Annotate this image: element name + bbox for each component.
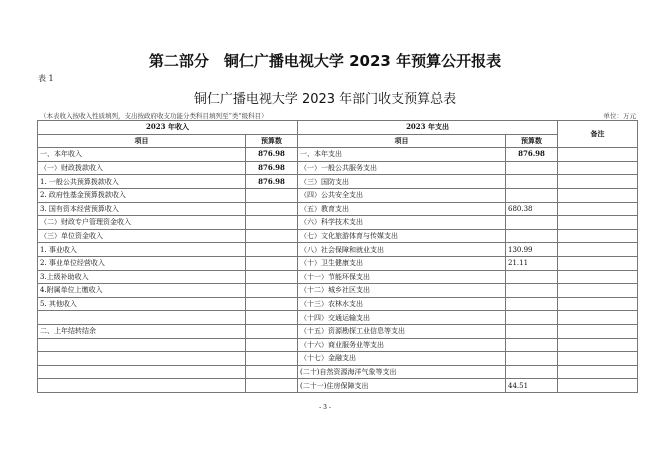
expense-item: （十六）商业服务业等支出 <box>298 338 506 352</box>
remark-cell <box>558 202 638 216</box>
income-amount: 876.98 <box>246 148 298 162</box>
income-item-header: 项目 <box>38 134 246 148</box>
expense-amount <box>506 229 558 243</box>
remark-cell <box>558 175 638 189</box>
remark-cell <box>558 379 638 393</box>
remark-cell <box>558 243 638 257</box>
table-label: 表 1 <box>38 74 54 83</box>
page-number: - 3 - <box>319 404 331 411</box>
income-amount <box>246 229 298 243</box>
expense-item: （十二）城乡社区支出 <box>298 284 506 298</box>
income-item: 4.附属单位上缴收入 <box>38 284 246 298</box>
income-item: 一、本年收入 <box>38 148 246 162</box>
income-amount <box>246 284 298 298</box>
expense-item: （一）一般公共服务支出 <box>298 161 506 175</box>
expense-amount <box>506 284 558 298</box>
expense-item: （十三）农林水支出 <box>298 297 506 311</box>
income-amount <box>246 297 298 311</box>
table-title: 铜仁广播电视大学 2023 年部门收支预算总表 <box>193 92 457 107</box>
remark-cell <box>558 338 638 352</box>
remark-cell <box>558 229 638 243</box>
expense-item: (二十)自然资源海洋气象等支出 <box>298 365 506 379</box>
table-row <box>38 338 638 352</box>
table-row <box>38 175 638 189</box>
income-amount <box>246 365 298 379</box>
table-row <box>38 270 638 284</box>
expense-amount <box>506 175 558 189</box>
expense-amount: 44.51 <box>506 379 558 393</box>
unit-label: 单位：万元 <box>603 112 636 120</box>
income-item: 1. 一般公共预算拨款收入 <box>38 175 246 189</box>
income-item: 二、上年结转结余 <box>38 324 246 338</box>
table-row <box>38 243 638 257</box>
expense-item: （四）公共安全支出 <box>298 188 506 202</box>
income-item: （一）财政拨款收入 <box>38 161 246 175</box>
expense-header: 2023 年支出 <box>298 121 558 135</box>
table-row <box>38 161 638 175</box>
expense-amount <box>506 297 558 311</box>
expense-item: 一、本年支出 <box>298 148 506 162</box>
table-row <box>38 284 638 298</box>
expense-amount <box>506 365 558 379</box>
expense-item: （十七）金融支出 <box>298 352 506 366</box>
remark-header: 备注 <box>558 121 638 148</box>
income-item: （二）财政专户管理资金收入 <box>38 216 246 230</box>
income-item <box>38 379 246 393</box>
expense-amount <box>506 352 558 366</box>
income-item: 3. 国有资本经营预算收入 <box>38 202 246 216</box>
expense-amount: 680.38 <box>506 202 558 216</box>
expense-amount-header: 预算数 <box>506 134 558 148</box>
expense-amount: 21.11 <box>506 256 558 270</box>
table-row <box>38 324 638 338</box>
remark-cell <box>558 148 638 162</box>
income-item <box>38 365 246 379</box>
expense-item: （七）文化旅游体育与传媒支出 <box>298 229 506 243</box>
income-item: 3.上级补助收入 <box>38 270 246 284</box>
remark-cell <box>558 284 638 298</box>
table-row <box>38 297 638 311</box>
income-amount-header: 预算数 <box>246 134 298 148</box>
income-amount <box>246 216 298 230</box>
table-row <box>38 148 638 162</box>
income-amount <box>246 379 298 393</box>
expense-item: (二十一)住房保障支出 <box>298 379 506 393</box>
remark-cell <box>558 161 638 175</box>
expense-item: （八）社会保障和就业支出 <box>298 243 506 257</box>
income-amount: 876.98 <box>246 175 298 189</box>
subheader-row <box>38 134 638 148</box>
table-row <box>38 365 638 379</box>
remark-cell <box>558 188 638 202</box>
expense-item: （六）科学技术支出 <box>298 216 506 230</box>
expense-amount <box>506 311 558 325</box>
remark-cell <box>558 270 638 284</box>
table-row <box>38 311 638 325</box>
page-title: 第二部分 铜仁广播电视大学 2023 年预算公开报表 <box>148 52 502 70</box>
income-amount <box>246 311 298 325</box>
expense-item: （十一）节能环保支出 <box>298 270 506 284</box>
income-amount: 876.98 <box>246 161 298 175</box>
expense-amount <box>506 324 558 338</box>
expense-amount <box>506 270 558 284</box>
table-row <box>38 202 638 216</box>
income-item: 2. 政府性基金预算拨款收入 <box>38 188 246 202</box>
table-row <box>38 188 638 202</box>
remark-cell <box>558 256 638 270</box>
expense-amount <box>506 216 558 230</box>
income-item: 1. 事业收入 <box>38 243 246 257</box>
expense-amount <box>506 161 558 175</box>
income-amount <box>246 256 298 270</box>
remark-cell <box>558 216 638 230</box>
expense-amount <box>506 338 558 352</box>
header-row <box>38 121 638 135</box>
income-amount <box>246 243 298 257</box>
income-item: 5. 其他收入 <box>38 297 246 311</box>
income-item <box>38 352 246 366</box>
remark-cell <box>558 365 638 379</box>
income-amount <box>246 324 298 338</box>
expense-amount <box>506 188 558 202</box>
income-item: 2. 事业单位经营收入 <box>38 256 246 270</box>
expense-item: （十四）交通运输支出 <box>298 311 506 325</box>
remark-cell <box>558 311 638 325</box>
income-amount <box>246 202 298 216</box>
income-amount <box>246 338 298 352</box>
income-header: 2023 年收入 <box>38 121 298 135</box>
remark-cell <box>558 297 638 311</box>
table-row <box>38 256 638 270</box>
expense-item-header: 项目 <box>298 134 506 148</box>
expense-amount: 876.98 <box>506 148 558 162</box>
table-row <box>38 229 638 243</box>
expense-item: （十五）资源勘探工业信息等支出 <box>298 324 506 338</box>
expense-item: （五）教育支出 <box>298 202 506 216</box>
income-amount <box>246 188 298 202</box>
remark-cell <box>558 352 638 366</box>
income-item <box>38 311 246 325</box>
expense-item: （三）国防支出 <box>298 175 506 189</box>
income-item <box>38 338 246 352</box>
table-row <box>38 352 638 366</box>
income-amount <box>246 352 298 366</box>
income-item: （三）单位资金收入 <box>38 229 246 243</box>
income-amount <box>246 270 298 284</box>
table-row <box>38 379 638 393</box>
remark-cell <box>558 324 638 338</box>
expense-amount: 130.99 <box>506 243 558 257</box>
budget-table <box>37 120 638 393</box>
table-row <box>38 216 638 230</box>
expense-item: （十）卫生健康支出 <box>298 256 506 270</box>
table-note: （本表收入按收入性质填列，支出按政府收支功能分类科目填列至“类”级科目） <box>40 112 268 120</box>
